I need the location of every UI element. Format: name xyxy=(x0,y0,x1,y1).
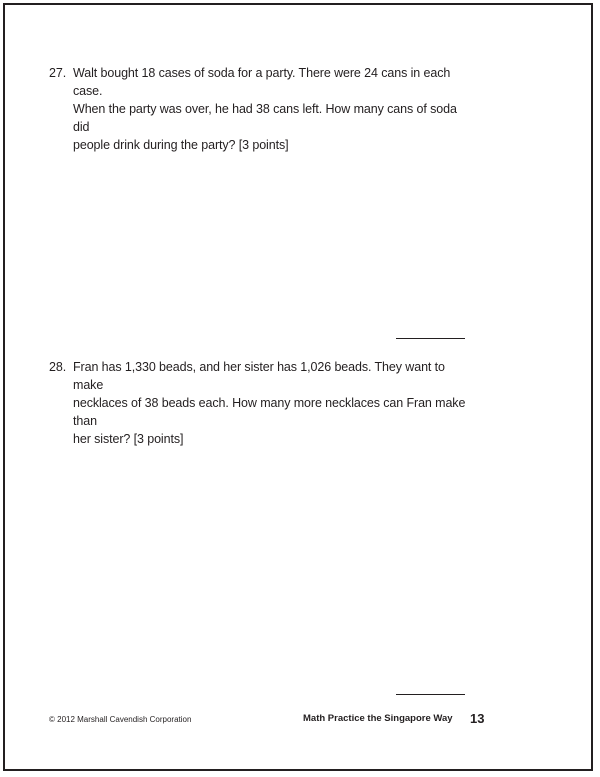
question-line: Walt bought 18 cases of soda for a party. There were 24 cans in each case. xyxy=(73,66,451,98)
question-27 xyxy=(49,64,469,154)
answer-blank-27[interactable] xyxy=(396,338,465,339)
page-number: 13 xyxy=(470,711,485,726)
book-title: Math Practice the Singapore Way xyxy=(303,713,453,724)
question-number: 27. xyxy=(49,66,67,80)
question-text xyxy=(73,358,469,448)
question-line: her sister? [3 points] xyxy=(73,432,184,446)
question-28 xyxy=(49,358,469,448)
answer-blank-28[interactable] xyxy=(396,694,465,695)
copyright-notice: © 2012 Marshall Cavendish Corporation xyxy=(49,715,192,724)
question-text xyxy=(73,64,469,154)
question-line: When the party was over, he had 38 cans left. How many cans of soda did xyxy=(73,102,457,134)
question-line: necklaces of 38 beads each. How many more necklaces can Fran make than xyxy=(73,396,466,428)
question-number: 28. xyxy=(49,360,67,374)
question-line: Fran has 1,330 beads, and her sister has 1,026 beads. They want to make xyxy=(73,360,445,392)
question-line: people drink during the party? [3 points] xyxy=(73,138,289,152)
